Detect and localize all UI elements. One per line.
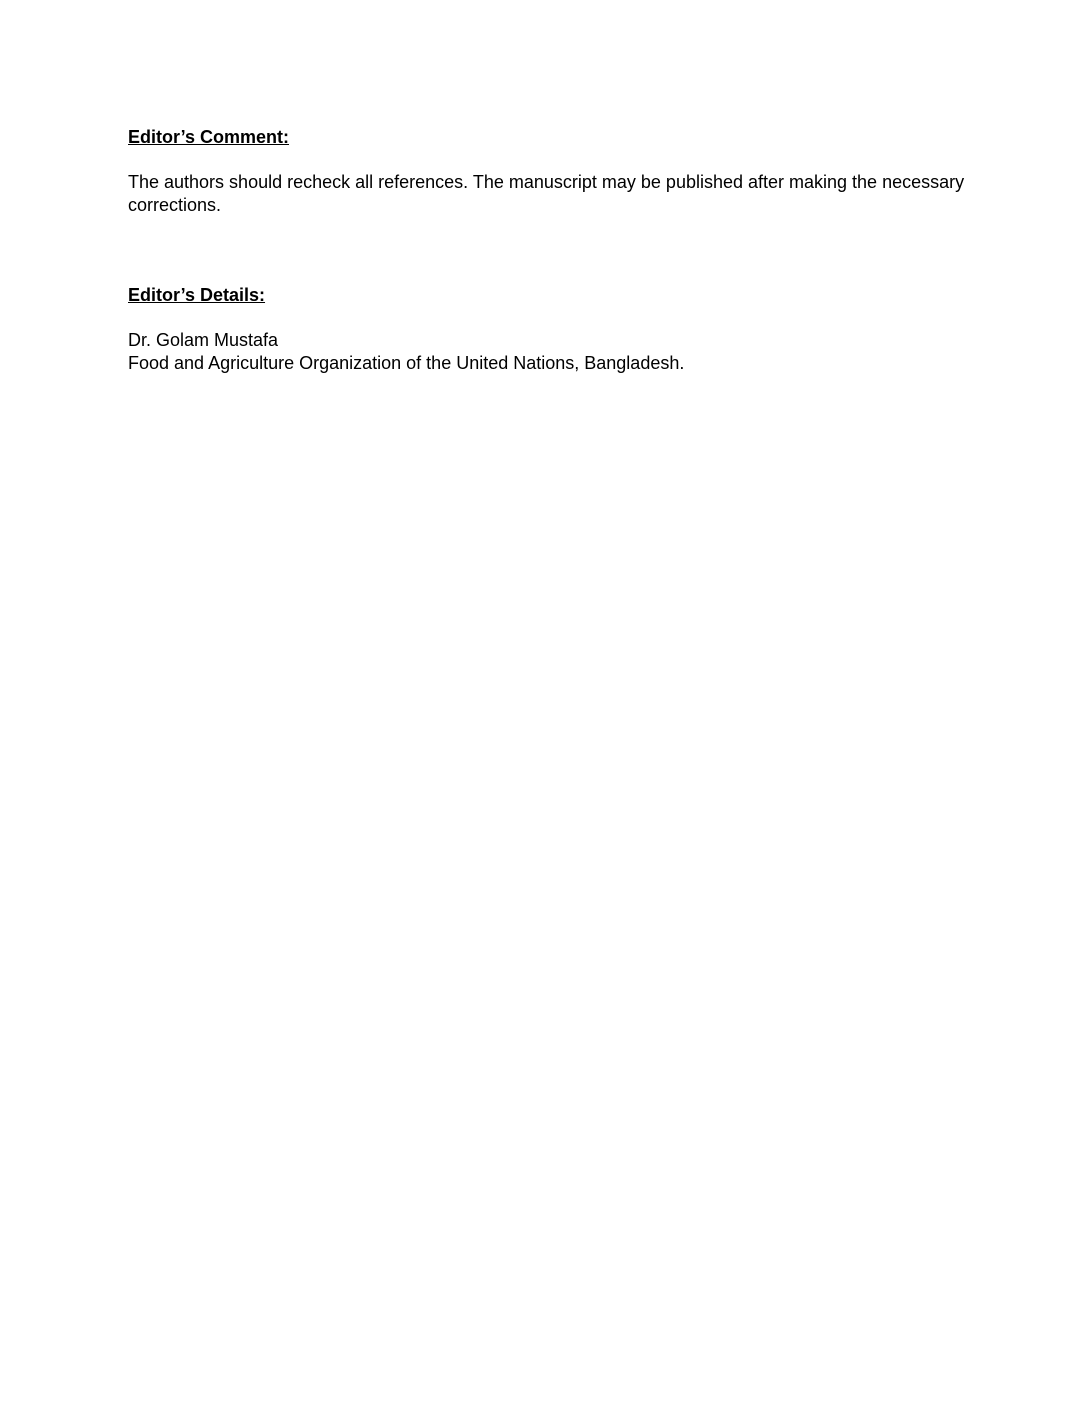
editor-details-heading: Editor’s Details: <box>128 285 266 305</box>
editor-details-section <box>128 284 968 375</box>
editor-name: Dr. Golam Mustafa <box>128 330 279 350</box>
document-content <box>128 126 968 375</box>
editor-affiliation: Food and Agriculture Organization of the United Nations, Bangladesh. <box>128 353 685 373</box>
section-spacer <box>128 217 968 284</box>
editor-details-block <box>128 329 968 375</box>
editor-comment-heading: Editor’s Comment: <box>128 127 290 147</box>
editor-comment-text: The authors should recheck all references. The manuscript may be published after making the necessary corrections. <box>128 172 965 215</box>
editor-comment-section <box>128 126 968 217</box>
